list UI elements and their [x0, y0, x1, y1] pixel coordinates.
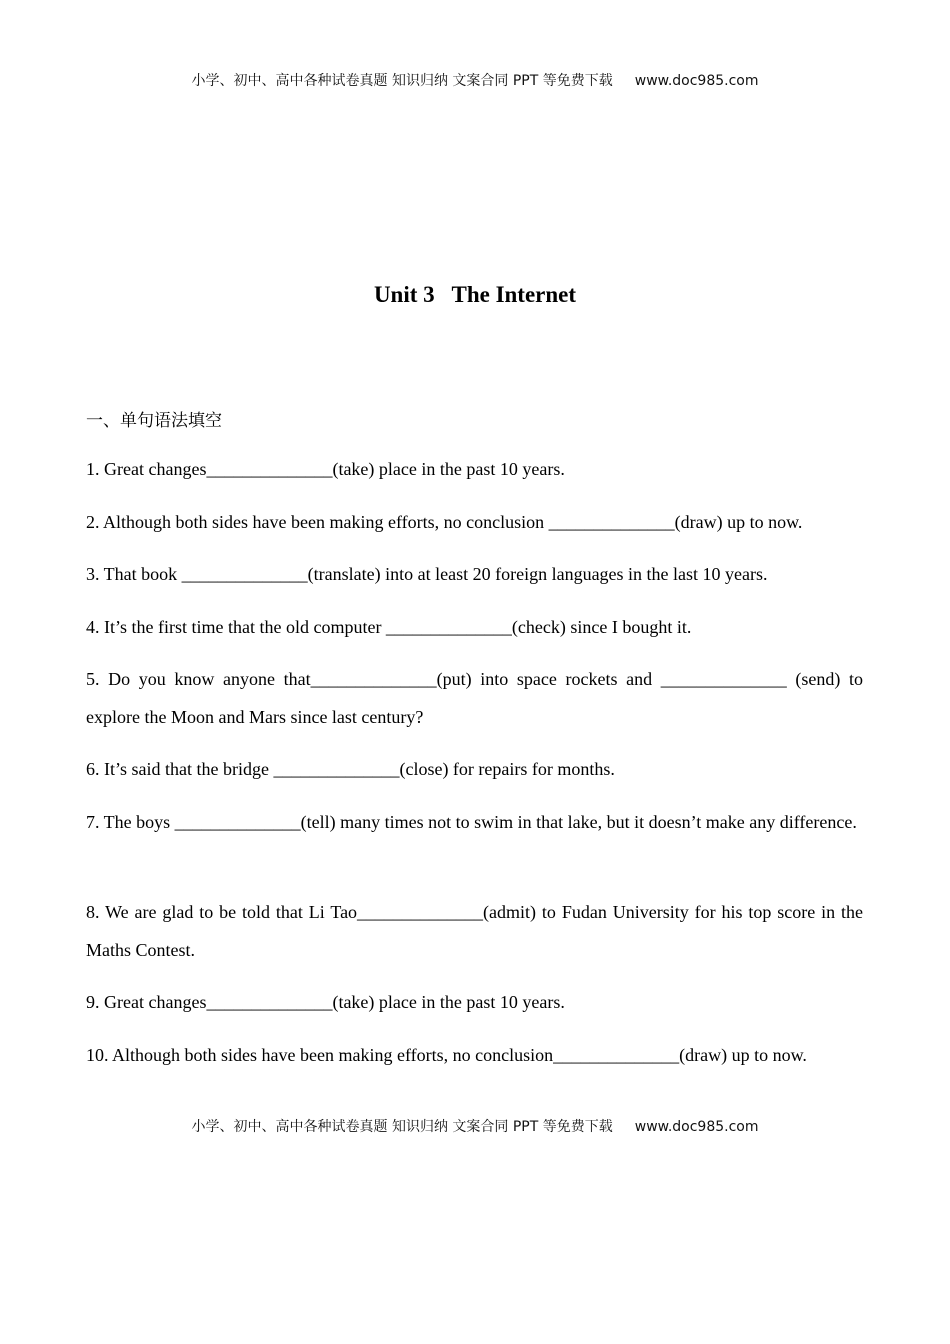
question-5: 5. Do you know anyone that______________(put) into space rockets and ______________ (send) to explore the Moon and Mars since last century? [86, 669, 863, 727]
question-6: 6. It’s said that the bridge ______________(close) for repairs for months. [86, 759, 615, 779]
header-url: www.doc985.com [634, 73, 759, 89]
question-9: 9. Great changes______________(take) place in the past 10 years. [86, 992, 565, 1012]
question-10: 10. Although both sides have been making efforts, no conclusion______________(draw) up to now. [86, 1045, 807, 1065]
question-3: 3. That book ______________(translate) into at least 20 foreign languages in the last 10 years. [86, 564, 768, 584]
question-7: 7. The boys ______________(tell) many times not to swim in that lake, but it doesn’t make any difference. [86, 812, 857, 832]
question-4: 4. It’s the first time that the old computer ______________(check) since I bought it. [86, 617, 692, 637]
question-1: 1. Great changes______________(take) place in the past 10 years. [86, 459, 565, 479]
page-header [0, 70, 950, 90]
page-title: Unit 3 The Internet [373, 282, 577, 307]
section-heading: 一、单句语法填空 [86, 411, 222, 431]
header-text: 小学、初中、高中各种试卷真题 知识归纳 文案合同 PPT 等免费下载 [191, 73, 613, 89]
question-8: 8. We are glad to be told that Li Tao______________(admit) to Fudan University for his top score in the Maths Contest. [86, 902, 863, 960]
question-2: 2. Although both sides have been making efforts, no conclusion ______________(draw) up to now. [86, 512, 803, 532]
page-footer [0, 1116, 950, 1136]
footer-text: 小学、初中、高中各种试卷真题 知识归纳 文案合同 PPT 等免费下载 [191, 1119, 613, 1135]
footer-url: www.doc985.com [634, 1119, 759, 1135]
